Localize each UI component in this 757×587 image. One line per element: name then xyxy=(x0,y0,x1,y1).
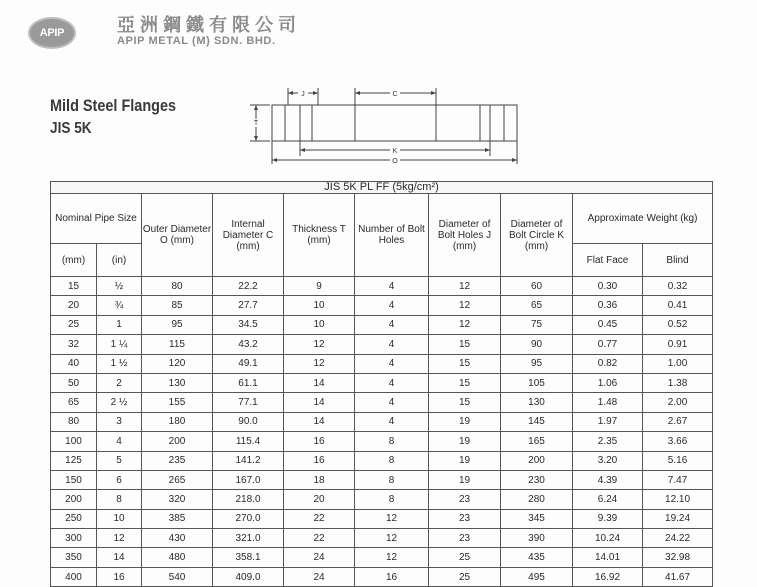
cell-outer-diameter: 200 xyxy=(142,432,213,451)
header-bolt-circle: Diameter of Bolt Circle K (mm) xyxy=(501,194,573,277)
table-caption xyxy=(51,182,713,194)
table-row xyxy=(51,373,713,392)
header-blind: Blind xyxy=(643,244,713,277)
cell-size-mm: 15 xyxy=(51,277,97,296)
cell-outer-diameter: 115 xyxy=(142,335,213,354)
cell-bolt-circle: 60 xyxy=(501,277,573,296)
cell-bolt-holes: 12 xyxy=(355,548,429,567)
company-english-name: APIP METAL (M) SDN. BHD. xyxy=(117,35,276,47)
flange-diagram xyxy=(240,80,530,170)
cell-outer-diameter: 95 xyxy=(142,315,213,334)
cell-thickness: 16 xyxy=(284,432,355,451)
cell-internal-diameter: 115.4 xyxy=(213,432,284,451)
cell-hole-diameter: 15 xyxy=(429,393,501,412)
cell-bolt-holes: 4 xyxy=(355,412,429,431)
cell-outer-diameter: 385 xyxy=(142,509,213,528)
cell-weight-flat-face: 16.92 xyxy=(573,567,643,586)
cell-internal-diameter: 141.2 xyxy=(213,451,284,470)
cell-bolt-circle: 435 xyxy=(501,548,573,567)
cell-weight-blind: 41.67 xyxy=(643,567,713,586)
cell-bolt-holes: 12 xyxy=(355,509,429,528)
logo-text: APIP xyxy=(39,27,65,39)
label-k: K xyxy=(392,148,398,155)
cell-size-in: 1 ¼ xyxy=(97,335,142,354)
product-standard: JIS 5K xyxy=(50,120,92,137)
cell-weight-flat-face: 3.20 xyxy=(573,451,643,470)
cell-hole-diameter: 19 xyxy=(429,432,501,451)
cell-size-in: 2 xyxy=(97,373,142,392)
table-row xyxy=(51,548,713,567)
cell-size-mm: 65 xyxy=(51,393,97,412)
cell-weight-blind: 7.47 xyxy=(643,470,713,489)
cell-weight-blind: 2.00 xyxy=(643,393,713,412)
cell-outer-diameter: 120 xyxy=(142,354,213,373)
label-c: C xyxy=(392,91,398,98)
table-row xyxy=(51,277,713,296)
cell-bolt-circle: 200 xyxy=(501,451,573,470)
cell-size-mm: 100 xyxy=(51,432,97,451)
cell-bolt-circle: 280 xyxy=(501,490,573,509)
cell-size-in: 5 xyxy=(97,451,142,470)
cell-internal-diameter: 90.0 xyxy=(213,412,284,431)
cell-size-mm: 350 xyxy=(51,548,97,567)
cell-thickness: 10 xyxy=(284,296,355,315)
cell-bolt-holes: 4 xyxy=(355,335,429,354)
cell-weight-blind: 12.10 xyxy=(643,490,713,509)
cell-size-in: 10 xyxy=(97,509,142,528)
cell-size-in: ¾ xyxy=(97,296,142,315)
header-mm: (mm) xyxy=(51,244,97,277)
table-row xyxy=(51,509,713,528)
cell-hole-diameter: 23 xyxy=(429,529,501,548)
cell-size-in: 1 ½ xyxy=(97,354,142,373)
cell-size-mm: 25 xyxy=(51,315,97,334)
cell-thickness: 22 xyxy=(284,529,355,548)
cell-bolt-holes: 4 xyxy=(355,277,429,296)
table-row xyxy=(51,315,713,334)
cell-weight-flat-face: 0.30 xyxy=(573,277,643,296)
cell-weight-flat-face: 6.24 xyxy=(573,490,643,509)
cell-size-in: 12 xyxy=(97,529,142,548)
table-row xyxy=(51,470,713,489)
cell-bolt-circle: 65 xyxy=(501,296,573,315)
cell-weight-flat-face: 1.48 xyxy=(573,393,643,412)
cell-size-mm: 40 xyxy=(51,354,97,373)
cell-size-mm: 300 xyxy=(51,529,97,548)
cell-size-mm: 20 xyxy=(51,296,97,315)
table-row xyxy=(51,490,713,509)
header-approx-weight: Approximate Weight (kg) xyxy=(573,194,713,244)
cell-internal-diameter: 321.0 xyxy=(213,529,284,548)
cell-thickness: 12 xyxy=(284,354,355,373)
cell-internal-diameter: 77.1 xyxy=(213,393,284,412)
cell-bolt-holes: 4 xyxy=(355,393,429,412)
cell-thickness: 24 xyxy=(284,548,355,567)
cell-weight-flat-face: 4.39 xyxy=(573,470,643,489)
cell-internal-diameter: 22.2 xyxy=(213,277,284,296)
cell-thickness: 12 xyxy=(284,335,355,354)
cell-thickness: 18 xyxy=(284,470,355,489)
cell-outer-diameter: 320 xyxy=(142,490,213,509)
cell-bolt-circle: 130 xyxy=(501,393,573,412)
cell-weight-flat-face: 0.45 xyxy=(573,315,643,334)
cell-weight-blind: 1.38 xyxy=(643,373,713,392)
cell-internal-diameter: 43.2 xyxy=(213,335,284,354)
cell-thickness: 14 xyxy=(284,393,355,412)
table-body xyxy=(51,277,713,587)
cell-hole-diameter: 12 xyxy=(429,315,501,334)
cell-bolt-holes: 8 xyxy=(355,470,429,489)
cell-bolt-holes: 16 xyxy=(355,567,429,586)
product-title: Mild Steel Flanges xyxy=(50,96,177,115)
cell-internal-diameter: 218.0 xyxy=(213,490,284,509)
cell-size-in: 14 xyxy=(97,548,142,567)
label-t: T xyxy=(253,120,259,127)
cell-weight-blind: 0.91 xyxy=(643,335,713,354)
label-o: O xyxy=(392,158,398,165)
cell-bolt-holes: 4 xyxy=(355,354,429,373)
cell-weight-flat-face: 0.82 xyxy=(573,354,643,373)
cell-size-in: 8 xyxy=(97,490,142,509)
cell-weight-blind: 1.00 xyxy=(643,354,713,373)
header-bolt-holes: Number of Bolt Holes xyxy=(355,194,429,277)
cell-weight-blind: 32.98 xyxy=(643,548,713,567)
cell-thickness: 20 xyxy=(284,490,355,509)
cell-bolt-circle: 345 xyxy=(501,509,573,528)
cell-size-in: ½ xyxy=(97,277,142,296)
flange-spec-table xyxy=(50,181,713,587)
cell-size-mm: 50 xyxy=(51,373,97,392)
caption-title: JIS 5K PL FF xyxy=(324,181,390,193)
cell-size-mm: 125 xyxy=(51,451,97,470)
table-row xyxy=(51,451,713,470)
cell-hole-diameter: 23 xyxy=(429,490,501,509)
cell-size-in: 3 xyxy=(97,412,142,431)
header-in: (in) xyxy=(97,244,142,277)
label-j: J xyxy=(301,91,305,98)
cell-weight-flat-face: 14.01 xyxy=(573,548,643,567)
header-hole-diameter: Diameter of Bolt Holes J (mm) xyxy=(429,194,501,277)
company-logo xyxy=(28,17,76,49)
cell-weight-flat-face: 1.97 xyxy=(573,412,643,431)
cell-internal-diameter: 409.0 xyxy=(213,567,284,586)
cell-outer-diameter: 80 xyxy=(142,277,213,296)
cell-hole-diameter: 19 xyxy=(429,470,501,489)
table-row xyxy=(51,412,713,431)
table-row xyxy=(51,567,713,586)
cell-bolt-circle: 105 xyxy=(501,373,573,392)
cell-size-in: 2 ½ xyxy=(97,393,142,412)
cell-weight-blind: 19.24 xyxy=(643,509,713,528)
cell-weight-blind: 3.66 xyxy=(643,432,713,451)
cell-hole-diameter: 15 xyxy=(429,373,501,392)
cell-bolt-holes: 4 xyxy=(355,373,429,392)
cell-weight-blind: 0.52 xyxy=(643,315,713,334)
cell-thickness: 22 xyxy=(284,509,355,528)
cell-internal-diameter: 358.1 xyxy=(213,548,284,567)
cell-hole-diameter: 25 xyxy=(429,567,501,586)
header-nominal-size: Nominal Pipe Size xyxy=(51,194,142,244)
cell-outer-diameter: 540 xyxy=(142,567,213,586)
cell-hole-diameter: 12 xyxy=(429,296,501,315)
cell-outer-diameter: 235 xyxy=(142,451,213,470)
cell-hole-diameter: 23 xyxy=(429,509,501,528)
cell-hole-diameter: 12 xyxy=(429,277,501,296)
cell-bolt-holes: 8 xyxy=(355,451,429,470)
cell-hole-diameter: 19 xyxy=(429,412,501,431)
cell-weight-blind: 24.22 xyxy=(643,529,713,548)
cell-thickness: 14 xyxy=(284,412,355,431)
cell-bolt-holes: 8 xyxy=(355,490,429,509)
cell-size-mm: 32 xyxy=(51,335,97,354)
cell-thickness: 16 xyxy=(284,451,355,470)
cell-size-mm: 200 xyxy=(51,490,97,509)
cell-weight-blind: 5.16 xyxy=(643,451,713,470)
cell-hole-diameter: 19 xyxy=(429,451,501,470)
cell-internal-diameter: 61.1 xyxy=(213,373,284,392)
cell-internal-diameter: 34.5 xyxy=(213,315,284,334)
cell-size-mm: 250 xyxy=(51,509,97,528)
cell-weight-flat-face: 10.24 xyxy=(573,529,643,548)
cell-internal-diameter: 270.0 xyxy=(213,509,284,528)
cell-bolt-holes: 4 xyxy=(355,296,429,315)
cell-weight-flat-face: 0.77 xyxy=(573,335,643,354)
header-outer-diameter: Outer Diameter O (mm) xyxy=(142,194,213,277)
cell-weight-blind: 2.67 xyxy=(643,412,713,431)
header-flat-face: Flat Face xyxy=(573,244,643,277)
cell-outer-diameter: 155 xyxy=(142,393,213,412)
cell-thickness: 24 xyxy=(284,567,355,586)
cell-outer-diameter: 430 xyxy=(142,529,213,548)
table-row xyxy=(51,393,713,412)
cell-bolt-circle: 95 xyxy=(501,354,573,373)
cell-bolt-holes: 8 xyxy=(355,432,429,451)
table-row xyxy=(51,296,713,315)
cell-size-in: 1 xyxy=(97,315,142,334)
cell-bolt-circle: 230 xyxy=(501,470,573,489)
cell-bolt-circle: 390 xyxy=(501,529,573,548)
table-row xyxy=(51,432,713,451)
cell-outer-diameter: 130 xyxy=(142,373,213,392)
cell-size-mm: 80 xyxy=(51,412,97,431)
cell-thickness: 14 xyxy=(284,373,355,392)
cell-hole-diameter: 15 xyxy=(429,335,501,354)
cell-weight-flat-face: 0.36 xyxy=(573,296,643,315)
cell-size-in: 4 xyxy=(97,432,142,451)
cell-internal-diameter: 167.0 xyxy=(213,470,284,489)
cell-weight-flat-face: 1.06 xyxy=(573,373,643,392)
cell-internal-diameter: 27.7 xyxy=(213,296,284,315)
table-row xyxy=(51,335,713,354)
cell-hole-diameter: 25 xyxy=(429,548,501,567)
cell-thickness: 10 xyxy=(284,315,355,334)
cell-size-in: 16 xyxy=(97,567,142,586)
cell-weight-flat-face: 9.39 xyxy=(573,509,643,528)
cell-size-mm: 150 xyxy=(51,470,97,489)
cell-bolt-circle: 90 xyxy=(501,335,573,354)
cell-outer-diameter: 480 xyxy=(142,548,213,567)
cell-bolt-holes: 4 xyxy=(355,315,429,334)
table-row xyxy=(51,529,713,548)
cell-bolt-circle: 75 xyxy=(501,315,573,334)
header-thickness: Thickness T (mm) xyxy=(284,194,355,277)
company-chinese-name: 亞洲鋼鐵有限公司 xyxy=(117,15,301,36)
cell-weight-blind: 0.41 xyxy=(643,296,713,315)
cell-hole-diameter: 15 xyxy=(429,354,501,373)
cell-outer-diameter: 180 xyxy=(142,412,213,431)
cell-size-in: 6 xyxy=(97,470,142,489)
cell-thickness: 9 xyxy=(284,277,355,296)
cell-weight-blind: 0.32 xyxy=(643,277,713,296)
cell-outer-diameter: 85 xyxy=(142,296,213,315)
caption-unit: (5kg/cm²) xyxy=(392,181,439,193)
table-row xyxy=(51,354,713,373)
cell-bolt-circle: 165 xyxy=(501,432,573,451)
cell-size-mm: 400 xyxy=(51,567,97,586)
header-internal-diameter: Internal Diameter C (mm) xyxy=(213,194,284,277)
cell-weight-flat-face: 2.35 xyxy=(573,432,643,451)
cell-internal-diameter: 49.1 xyxy=(213,354,284,373)
cell-bolt-circle: 495 xyxy=(501,567,573,586)
cell-bolt-holes: 12 xyxy=(355,529,429,548)
cell-outer-diameter: 265 xyxy=(142,470,213,489)
cell-bolt-circle: 145 xyxy=(501,412,573,431)
